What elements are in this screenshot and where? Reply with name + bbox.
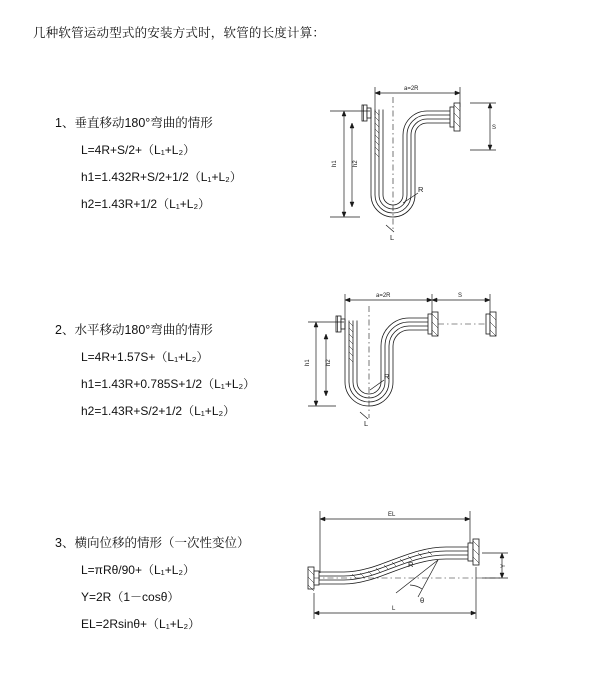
svg-text:Y: Y xyxy=(501,563,507,568)
svg-text:h2: h2 xyxy=(326,359,332,366)
svg-text:EL: EL xyxy=(388,512,396,518)
page-title: 几种软管运动型式的安装方式时，软管的长度计算： xyxy=(33,26,326,40)
section-3-formula-3: EL=2Rsinθ+（L₁+L₂） xyxy=(81,617,201,631)
lateral-offset-diagram xyxy=(300,505,530,635)
svg-text:a=2R: a=2R xyxy=(404,86,419,92)
svg-text:h1: h1 xyxy=(332,160,338,167)
section-2-formula-3: h2=1.43R+S/2+1/2（L₁+L₂） xyxy=(81,404,236,418)
section-3-text xyxy=(55,533,305,642)
section-1-formula-1: L=4R+S/2+（L₁+L₂） xyxy=(81,143,196,157)
svg-text:h1: h1 xyxy=(305,359,311,366)
svg-text:θ: θ xyxy=(420,596,425,605)
section-2-formula-1: L=4R+1.57S+（L₁+L₂） xyxy=(81,350,209,364)
section-3-figure xyxy=(300,505,530,635)
section-3-formula-2: Y=2R（1－cosθ） xyxy=(81,590,180,604)
svg-text:L: L xyxy=(390,233,395,242)
section-3-formula-1: L=πRθ/90+（L₁+L₂） xyxy=(81,563,196,577)
section-1-text xyxy=(55,113,305,222)
section-3-title: 3、横向位移的情形（一次性变位） xyxy=(55,536,250,550)
svg-text:h2: h2 xyxy=(353,160,359,167)
section-1-figure xyxy=(300,75,530,275)
section-1-formula-2: h1=1.432R+S/2+1/2（L₁+L₂） xyxy=(81,170,242,184)
section-2-figure xyxy=(300,282,530,462)
section-1-title: 1、垂直移动180°弯曲的情形 xyxy=(55,116,213,130)
horizontal-180-bend-diagram xyxy=(300,282,530,462)
svg-text:R: R xyxy=(384,372,390,381)
section-2-text xyxy=(55,320,305,429)
svg-text:R: R xyxy=(418,185,424,194)
section-2-formula-2: h1=1.43R+0.785S+1/2（L₁+L₂） xyxy=(81,377,256,391)
vertical-180-bend-diagram xyxy=(300,75,530,275)
svg-text:a=2R: a=2R xyxy=(376,293,391,299)
svg-text:R: R xyxy=(408,560,414,569)
svg-text:L: L xyxy=(392,606,396,612)
svg-text:L: L xyxy=(364,419,369,428)
svg-text:S: S xyxy=(458,293,463,299)
svg-text:S: S xyxy=(492,125,497,131)
section-2-title: 2、水平移动180°弯曲的情形 xyxy=(55,323,213,337)
section-1-formula-3: h2=1.43R+1/2（L₁+L₂） xyxy=(81,197,211,211)
